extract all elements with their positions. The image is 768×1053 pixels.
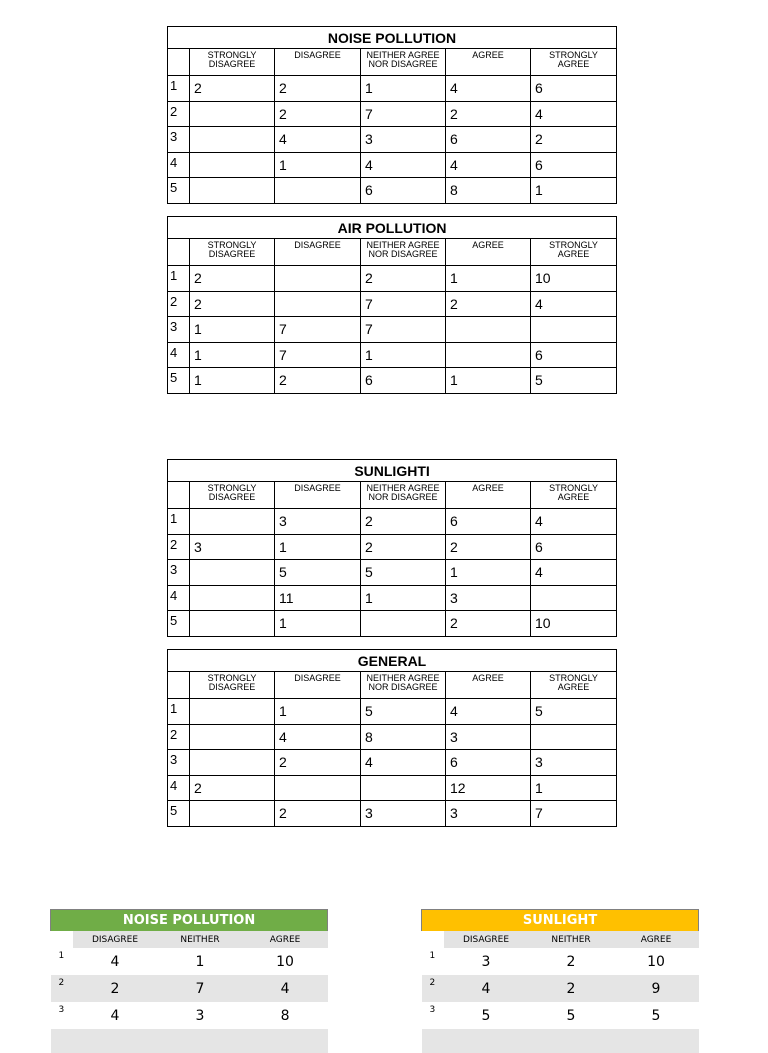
row-number[interactable]: 3: [168, 750, 190, 776]
data-cell[interactable]: 5: [481, 1007, 491, 1024]
table-row: [51, 948, 328, 975]
data-cell[interactable]: 6: [446, 509, 531, 535]
data-cell[interactable]: 5: [531, 368, 617, 394]
data-cell[interactable]: 7: [361, 291, 446, 317]
data-cell[interactable]: [190, 585, 275, 611]
table-row: [168, 342, 617, 368]
data-cell[interactable]: 4: [446, 152, 531, 178]
data-cell[interactable]: [190, 101, 275, 127]
data-cell[interactable]: 3: [446, 585, 531, 611]
header-blank-cell: [168, 239, 190, 266]
row-number[interactable]: 4: [168, 775, 190, 801]
data-cell[interactable]: 1: [195, 953, 205, 970]
table-row: [168, 585, 617, 611]
data-cell[interactable]: [275, 291, 361, 317]
data-cell[interactable]: 3: [361, 127, 446, 153]
data-cell[interactable]: 1: [190, 317, 275, 343]
header-blank-cell: [168, 672, 190, 699]
data-cell[interactable]: 1: [361, 76, 446, 102]
header-blank-cell: [422, 931, 444, 948]
data-cell[interactable]: 4: [243, 975, 328, 1002]
row-number[interactable]: 2: [168, 534, 190, 560]
table-row: [168, 509, 617, 535]
data-cell[interactable]: [446, 317, 531, 343]
data-cell[interactable]: 2: [275, 368, 361, 394]
data-cell[interactable]: 4: [444, 975, 529, 1002]
data-cell[interactable]: [361, 775, 446, 801]
data-cell[interactable]: 8: [361, 724, 446, 750]
data-cell[interactable]: 5: [361, 560, 446, 586]
data-cell[interactable]: [275, 178, 361, 204]
data-cell[interactable]: 2: [190, 291, 275, 317]
table-row: [168, 724, 617, 750]
table-row: [422, 1002, 699, 1029]
data-cell[interactable]: 10: [647, 953, 665, 970]
header-blank-cell: [51, 931, 73, 948]
data-cell[interactable]: 4: [531, 101, 617, 127]
partial-cell: [73, 1029, 158, 1053]
data-cell[interactable]: 6: [361, 178, 446, 204]
column-header: NEITHER AGREE NOR DISAGREE: [361, 49, 446, 76]
column-header: STRONGLY DISAGREE: [190, 672, 275, 699]
data-cell[interactable]: 1: [446, 368, 531, 394]
table-title: GENERAL: [168, 650, 617, 672]
data-cell[interactable]: 4: [110, 1007, 120, 1024]
data-cell[interactable]: [275, 775, 361, 801]
data-cell[interactable]: [531, 724, 617, 750]
data-cell[interactable]: 8: [446, 178, 531, 204]
data-cell[interactable]: 1: [275, 611, 361, 637]
data-cell[interactable]: 1: [275, 699, 361, 725]
table-row: [168, 699, 617, 725]
data-cell[interactable]: [361, 611, 446, 637]
partial-cell: [529, 1029, 614, 1053]
data-cell[interactable]: 2: [361, 509, 446, 535]
data-cell[interactable]: 3: [275, 509, 361, 535]
row-number[interactable]: 1: [168, 266, 190, 292]
data-cell[interactable]: 6: [446, 127, 531, 153]
summary-table: [421, 909, 699, 1053]
row-number[interactable]: 2: [422, 975, 444, 1002]
data-cell[interactable]: 2: [529, 975, 614, 1002]
column-header: DISAGREE: [275, 49, 361, 76]
data-cell[interactable]: 2: [275, 101, 361, 127]
row-number[interactable]: 3: [58, 1005, 65, 1015]
data-cell[interactable]: 6: [531, 152, 617, 178]
data-cell[interactable]: 4: [275, 724, 361, 750]
row-number[interactable]: 1: [168, 509, 190, 535]
data-cell[interactable]: 2: [566, 953, 576, 970]
data-cell[interactable]: 4: [361, 750, 446, 776]
table-row: [168, 560, 617, 586]
data-cell[interactable]: 2: [446, 101, 531, 127]
table-row: [168, 750, 617, 776]
row-number[interactable]: 5: [168, 368, 190, 394]
data-cell[interactable]: 6: [361, 368, 446, 394]
data-cell[interactable]: 1: [446, 560, 531, 586]
data-cell[interactable]: 4: [531, 509, 617, 535]
data-cell[interactable]: 5: [651, 1007, 661, 1024]
header-blank-cell: [168, 482, 190, 509]
row-number[interactable]: 3: [168, 127, 190, 153]
data-cell[interactable]: 4: [531, 560, 617, 586]
data-cell[interactable]: [190, 178, 275, 204]
data-cell[interactable]: 2: [275, 801, 361, 827]
data-cell[interactable]: 2: [73, 975, 158, 1002]
table-row: [168, 775, 617, 801]
table-row: [168, 291, 617, 317]
data-cell[interactable]: 2: [275, 750, 361, 776]
data-cell[interactable]: 6: [531, 76, 617, 102]
data-cell[interactable]: 6: [531, 342, 617, 368]
data-cell[interactable]: 3: [446, 724, 531, 750]
table-row: [168, 368, 617, 394]
row-number[interactable]: 5: [168, 178, 190, 204]
partial-cell: [51, 1029, 73, 1053]
data-cell[interactable]: 4: [110, 953, 120, 970]
data-cell[interactable]: [446, 342, 531, 368]
table-row: [168, 266, 617, 292]
data-cell[interactable]: 5: [361, 699, 446, 725]
data-cell[interactable]: 7: [361, 317, 446, 343]
partial-cell: [158, 1029, 243, 1053]
data-cell[interactable]: 10: [276, 953, 294, 970]
column-header: AGREE: [446, 482, 531, 509]
data-cell[interactable]: 2: [361, 266, 446, 292]
survey-table: [167, 459, 617, 637]
summary-title: SUNLIGHT: [422, 910, 699, 932]
data-cell[interactable]: [190, 560, 275, 586]
data-cell[interactable]: 2: [446, 291, 531, 317]
table-row: [168, 317, 617, 343]
data-cell[interactable]: 2: [531, 127, 617, 153]
data-cell[interactable]: 2: [446, 611, 531, 637]
row-number[interactable]: 3: [429, 1005, 436, 1015]
data-cell[interactable]: 4: [275, 127, 361, 153]
data-cell[interactable]: 2: [361, 534, 446, 560]
summary-title: NOISE POLLUTION: [51, 910, 328, 932]
survey-table: [167, 216, 617, 394]
data-cell[interactable]: [190, 750, 275, 776]
header-blank-cell: [168, 49, 190, 76]
partial-cell: [444, 1029, 529, 1053]
survey-table: [167, 26, 617, 204]
table-row: [168, 101, 617, 127]
row-number[interactable]: 1: [168, 699, 190, 725]
table-title: NOISE POLLUTION: [168, 27, 617, 49]
row-number[interactable]: 1: [429, 951, 436, 961]
partial-cell: [243, 1029, 328, 1053]
data-cell[interactable]: 7: [531, 801, 617, 827]
data-cell[interactable]: 2: [190, 266, 275, 292]
data-cell[interactable]: 2: [190, 76, 275, 102]
data-cell[interactable]: 4: [446, 76, 531, 102]
data-cell[interactable]: 4: [446, 699, 531, 725]
table-row: [168, 178, 617, 204]
data-cell[interactable]: 1: [190, 342, 275, 368]
column-header: STRONGLY DISAGREE: [190, 49, 275, 76]
row-number[interactable]: 1: [58, 951, 65, 961]
row-number[interactable]: 2: [168, 724, 190, 750]
column-header: STRONGLY AGREE: [531, 672, 617, 699]
row-number[interactable]: 3: [168, 317, 190, 343]
data-cell[interactable]: 11: [275, 585, 361, 611]
row-number[interactable]: 4: [168, 585, 190, 611]
data-cell[interactable]: 6: [446, 750, 531, 776]
data-cell[interactable]: 2: [275, 76, 361, 102]
data-cell[interactable]: 2: [190, 775, 275, 801]
row-number[interactable]: 5: [168, 801, 190, 827]
column-header: NEITHER AGREE NOR DISAGREE: [361, 672, 446, 699]
column-header: DISAGREE: [275, 672, 361, 699]
data-cell[interactable]: 9: [614, 975, 699, 1002]
data-cell[interactable]: [190, 699, 275, 725]
data-cell[interactable]: 1: [446, 266, 531, 292]
column-header: STRONGLY AGREE: [531, 239, 617, 266]
data-cell[interactable]: 7: [275, 342, 361, 368]
data-cell[interactable]: 3: [481, 953, 491, 970]
table-row: [168, 127, 617, 153]
data-cell[interactable]: 3: [446, 801, 531, 827]
column-header: STRONGLY AGREE: [531, 49, 617, 76]
column-header: AGREE: [243, 931, 328, 948]
data-cell[interactable]: 3: [361, 801, 446, 827]
column-header: AGREE: [446, 672, 531, 699]
column-header: STRONGLY DISAGREE: [190, 482, 275, 509]
data-cell[interactable]: 1: [531, 178, 617, 204]
table-row: [168, 152, 617, 178]
data-cell[interactable]: 5: [531, 699, 617, 725]
column-header: AGREE: [446, 239, 531, 266]
data-cell[interactable]: [531, 585, 617, 611]
data-cell[interactable]: 7: [158, 975, 243, 1002]
data-cell[interactable]: 3: [531, 750, 617, 776]
data-cell[interactable]: 6: [531, 534, 617, 560]
column-header: AGREE: [446, 49, 531, 76]
row-number[interactable]: 2: [168, 101, 190, 127]
data-cell[interactable]: [275, 266, 361, 292]
data-cell[interactable]: 1: [531, 775, 617, 801]
partial-cell: [614, 1029, 699, 1053]
data-cell[interactable]: 1: [275, 152, 361, 178]
data-cell[interactable]: 7: [275, 317, 361, 343]
column-header: NEITHER AGREE NOR DISAGREE: [361, 482, 446, 509]
column-header: DISAGREE: [444, 931, 529, 948]
column-header: NEITHER: [158, 931, 243, 948]
row-number[interactable]: 2: [51, 975, 73, 1002]
column-header: DISAGREE: [275, 239, 361, 266]
data-cell[interactable]: 10: [531, 266, 617, 292]
row-number[interactable]: 2: [168, 291, 190, 317]
data-cell[interactable]: [190, 509, 275, 535]
data-cell[interactable]: 5: [275, 560, 361, 586]
table-title: AIR POLLUTION: [168, 217, 617, 239]
table-row: [168, 801, 617, 827]
data-cell[interactable]: 10: [531, 611, 617, 637]
column-header: STRONGLY DISAGREE: [190, 239, 275, 266]
data-cell[interactable]: 7: [361, 101, 446, 127]
column-header: NEITHER: [529, 931, 614, 948]
data-cell[interactable]: 3: [195, 1007, 205, 1024]
row-number[interactable]: 3: [168, 560, 190, 586]
data-cell[interactable]: 2: [446, 534, 531, 560]
data-cell[interactable]: 12: [446, 775, 531, 801]
table-title: SUNLIGHTI: [168, 460, 617, 482]
data-cell[interactable]: [190, 801, 275, 827]
data-cell[interactable]: 1: [190, 368, 275, 394]
data-cell[interactable]: 3: [190, 534, 275, 560]
data-cell[interactable]: 1: [361, 342, 446, 368]
partial-cell: [422, 1029, 444, 1053]
data-cell[interactable]: 1: [361, 585, 446, 611]
data-cell[interactable]: [531, 317, 617, 343]
data-cell[interactable]: 1: [275, 534, 361, 560]
table-row: [168, 534, 617, 560]
data-cell[interactable]: [190, 152, 275, 178]
data-cell[interactable]: 4: [361, 152, 446, 178]
row-number[interactable]: 4: [168, 152, 190, 178]
row-number[interactable]: 1: [168, 76, 190, 102]
data-cell[interactable]: [190, 127, 275, 153]
column-header: DISAGREE: [275, 482, 361, 509]
column-header: AGREE: [614, 931, 699, 948]
table-row: [168, 76, 617, 102]
table-row: [168, 611, 617, 637]
summary-table: [50, 909, 328, 1053]
row-number[interactable]: 4: [168, 342, 190, 368]
survey-table: [167, 649, 617, 827]
table-row: [422, 948, 699, 975]
table-row: [51, 1002, 328, 1029]
table-row: [51, 975, 328, 1002]
column-header: NEITHER AGREE NOR DISAGREE: [361, 239, 446, 266]
data-cell[interactable]: [190, 611, 275, 637]
row-number[interactable]: 5: [168, 611, 190, 637]
data-cell[interactable]: 5: [566, 1007, 576, 1024]
table-row: [422, 975, 699, 1002]
data-cell[interactable]: 4: [531, 291, 617, 317]
column-header: DISAGREE: [73, 931, 158, 948]
data-cell[interactable]: 8: [280, 1007, 290, 1024]
column-header: STRONGLY AGREE: [531, 482, 617, 509]
data-cell[interactable]: [190, 724, 275, 750]
